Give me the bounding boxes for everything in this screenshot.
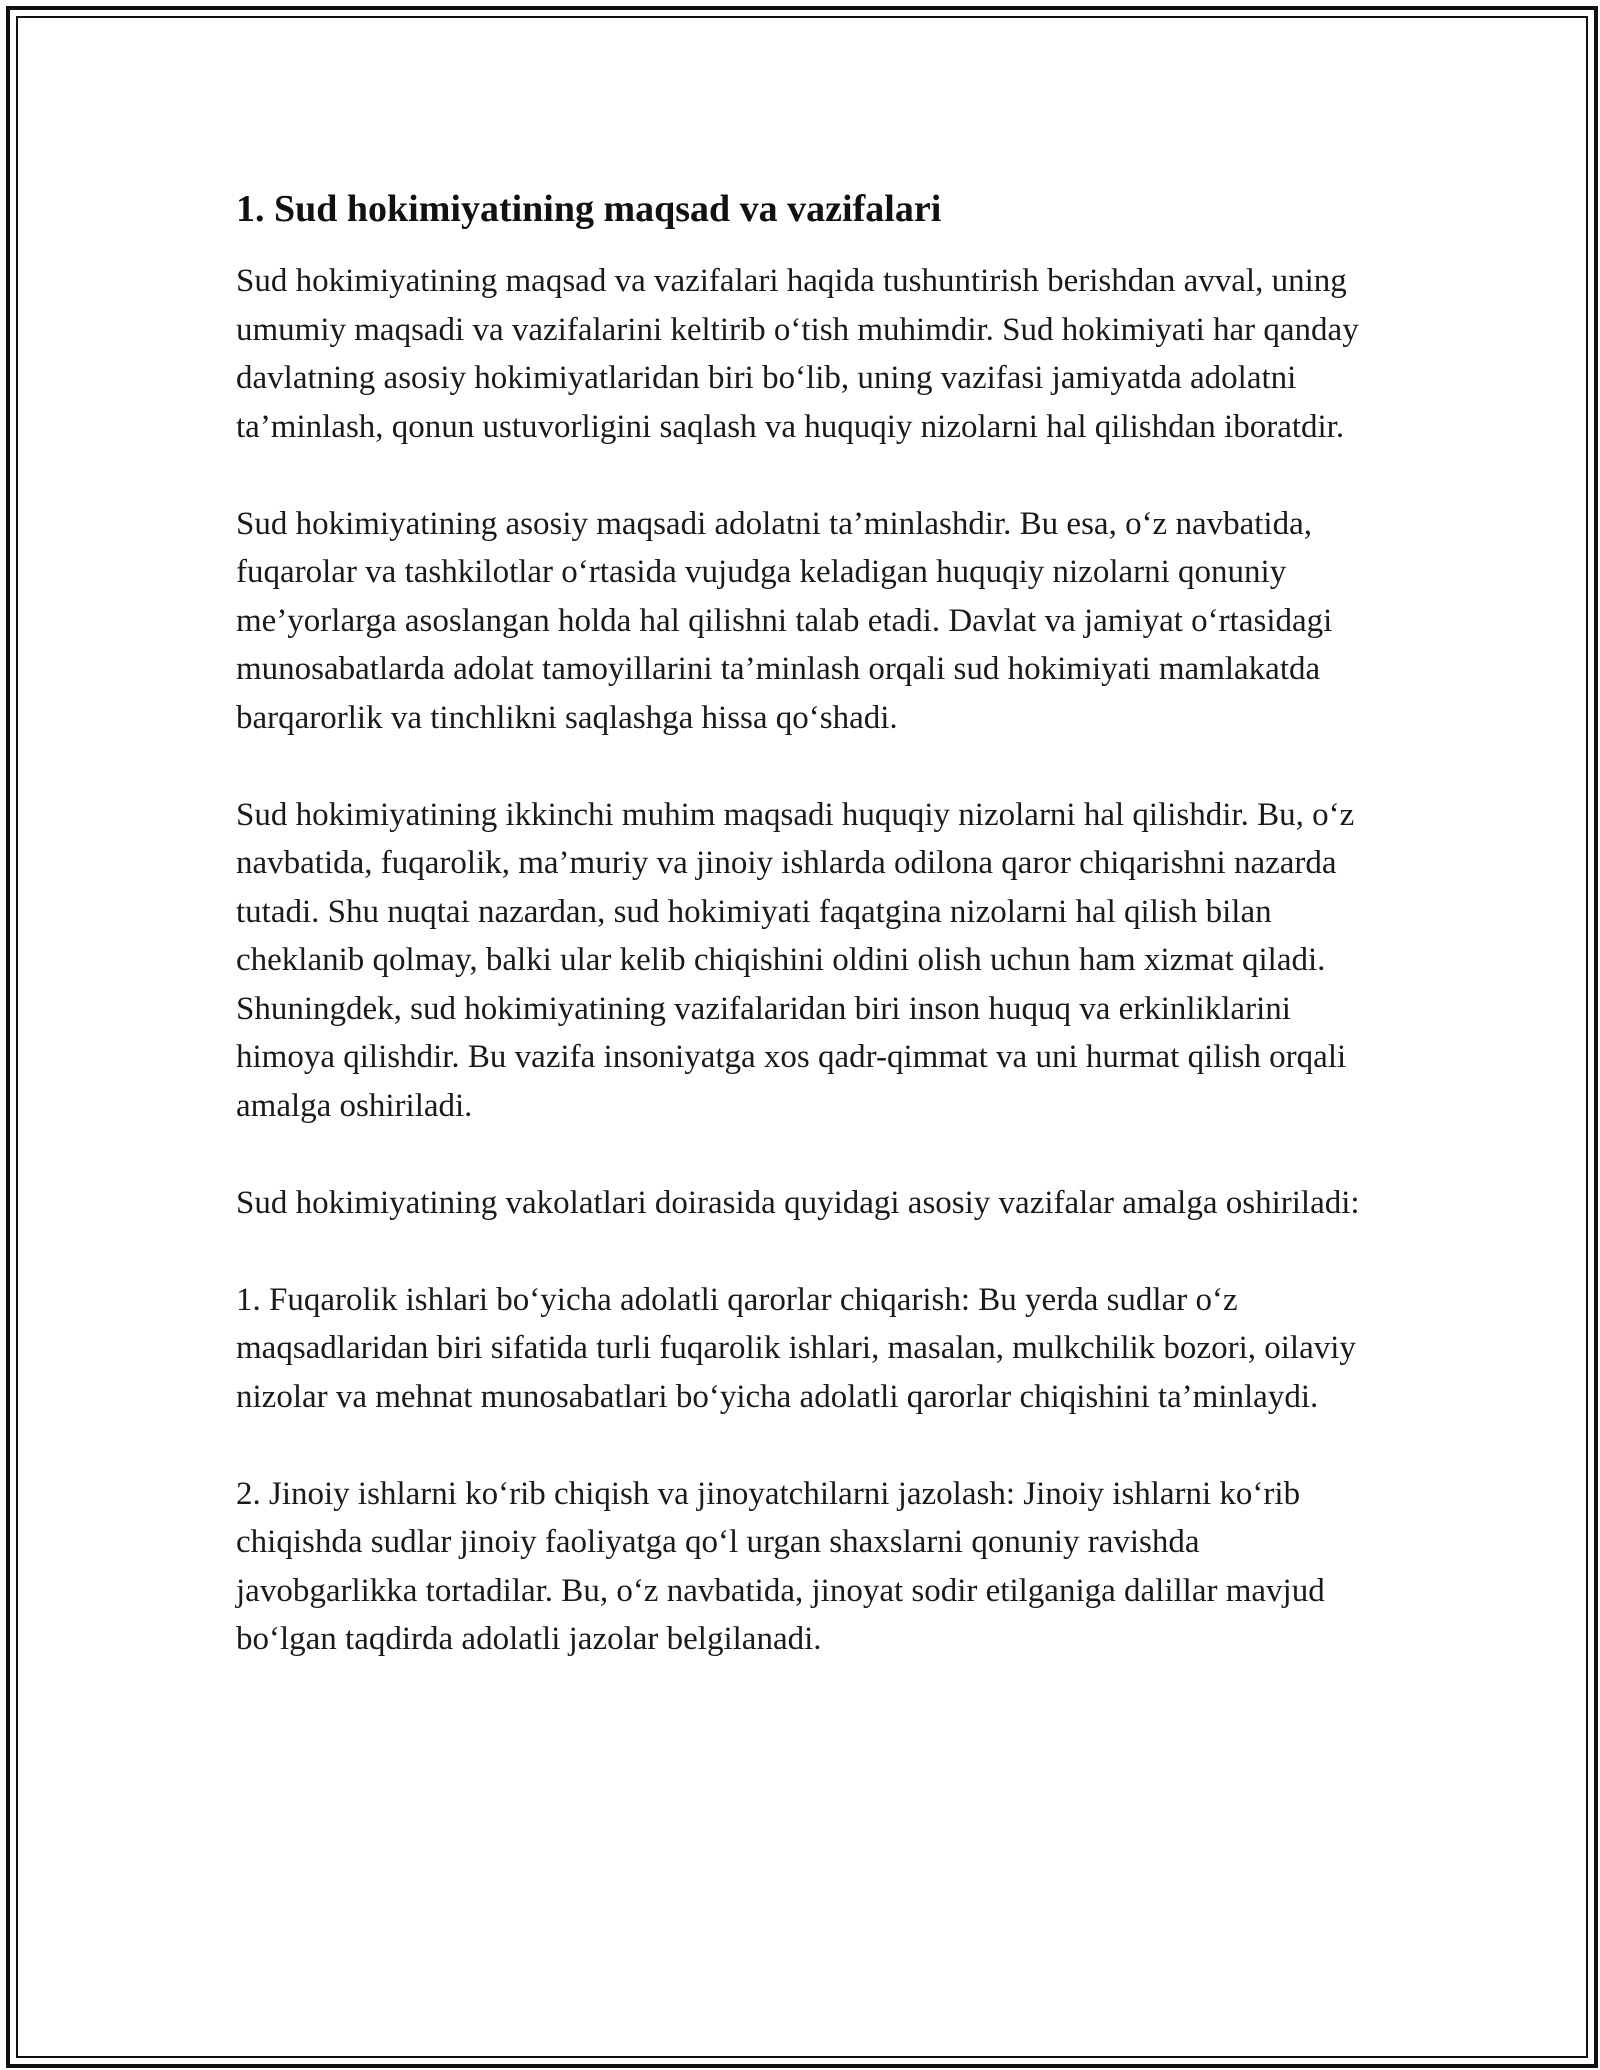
document-body (236, 185, 1386, 1712)
list-item-criminal-cases: 2. Jinoiy ishlarni ko‘rib chiqish va jinoyatchilarni jazolash: Jinoiy ishlarni ko‘rib chiqishda sudlar jinoiy faoliyatga qo‘l urgan shaxslarni qonuniy ravishda javobgarlikka tortadilar. Bu, o‘z navbatida, jinoyat sodir etilganiga dalillar mavjud bo‘lgan taqdirda adolatli jazolar belgilanadi. (236, 1475, 1325, 1657)
paragraph-intro: Sud hokimiyatining maqsad va vazifalari haqida tushuntirish berishdan avval, uning umumiy maqsadi va vazifalarini keltirib o‘tish muhimdir. Sud hokimiyati har qanday davlatning asosiy hokimiyatlaridan biri bo‘lib, uning vazifasi jamiyatda adolatni ta’minlash, qonun ustuvorligini saqlash va huquqiy nizolarni hal qilishdan iboratdir. (236, 263, 1359, 445)
list-item-civil-cases: 1. Fuqarolik ishlari bo‘yicha adolatli qarorlar chiqarish: Bu yerda sudlar o‘z maqsadlaridan biri sifatida turli fuqarolik ishlari, masalan, mulkchilik bozori, oilaviy nizolar va mehnat munosabatlari bo‘yicha adolatli qarorlar chiqishini ta’minlaydi. (236, 1281, 1356, 1415)
section-heading: 1. Sud hokimiyatining maqsad va vazifalari (236, 188, 942, 230)
paragraph-tasks-intro: Sud hokimiyatining vakolatlari doirasida quyidagi asosiy vazifalar amalga oshiriladi: (236, 1184, 1360, 1221)
paragraph-second-goal: Sud hokimiyatining ikkinchi muhim maqsadi huquqiy nizolarni hal qilishdir. Bu, o‘z navbatida, fuqarolik, ma’muriy va jinoiy ishlarda odilona qaror chiqarishni nazarda tutadi. Shu nuqtai nazardan, sud hokimiyati faqatgina nizolarni hal qilish bilan cheklanib qolmay, balki ular kelib chiqishini oldini olish uchun ham xizmat qiladi. Shuningdek, sud hokimiyatining vazifalaridan biri inson huquq va erkinliklarini himoya qilishdir. Bu vazifa insoniyatga xos qadr-qimmat va uni hurmat qilish orqali amalga oshiriladi. (236, 796, 1355, 1124)
paragraph-main-goal: Sud hokimiyatining asosiy maqsadi adolatni ta’minlashdir. Bu esa, o‘z navbatida, fuqarolar va tashkilotlar o‘rtasida vujudga keladigan huquqiy nizolarni qonuniy me’yorlarga asoslangan holda hal qilishni talab etadi. Davlat va jamiyat o‘rtasidagi munosabatlarda adolat tamoyillarini ta’minlash orqali sud hokimiyati mamlakatda barqarorlik va tinchlikni saqlashga hissa qo‘shadi. (236, 505, 1333, 736)
